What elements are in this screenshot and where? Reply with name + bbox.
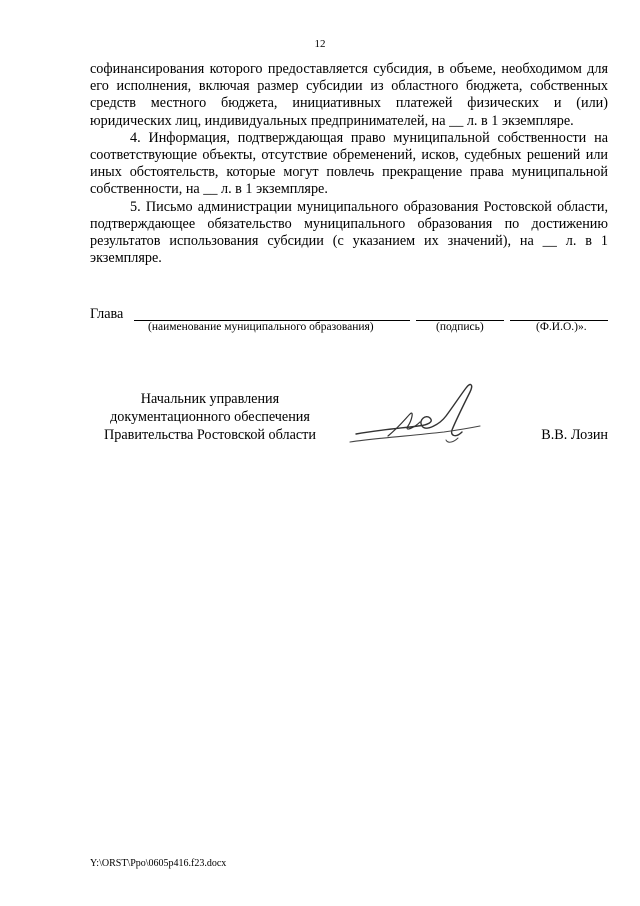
document-body — [90, 61, 608, 267]
file-path-footer: Y:\ORST\Ppo\0605p416.f23.docx — [90, 858, 227, 869]
official-title-line-2: документационного обеспечения — [110, 409, 310, 425]
page-number: 12 — [314, 38, 326, 50]
paragraph-continuation: софинансирования которого предоставляется субсидия, в объеме, необходимом для его исполнения, включая размер субсидии из областного бюджета, собственных средств местного бюджета, инициативных платежей физических и (или) юридических лиц, индивидуальных предпринимателей, на __ л. в 1 экземпляре. — [90, 61, 608, 129]
caption-signature: (подпись) — [436, 321, 484, 333]
official-title-line-1: Начальник управления — [140, 391, 280, 407]
paragraph-item-5: 5. Письмо администрации муниципального образования Ростовской области, подтверждающее обязательство муниципального образования по достижению результатов использования субсидии (с указанием их значений), на __ л. в 1 экземпляре. — [90, 198, 608, 267]
official-title-line-3: Правительства Ростовской области — [104, 427, 316, 443]
handwritten-signature — [348, 376, 498, 456]
head-label: Глава — [90, 306, 124, 322]
official-name: В.В. Лозин — [541, 427, 608, 443]
official-title — [90, 390, 330, 444]
caption-municipality: (наименование муниципального образования) — [148, 321, 374, 333]
caption-name: (Ф.И.О.)». — [536, 321, 587, 333]
paragraph-item-4: 4. Информация, подтверждающая право муниципальной собственности на соответствующие объекты, отсутствие обременений, исков, судебных решений или иных обстоятельств, которые могут повлечь прекращение права муниципальной собственности, на __ л. в 1 экземпляре. — [90, 129, 608, 198]
